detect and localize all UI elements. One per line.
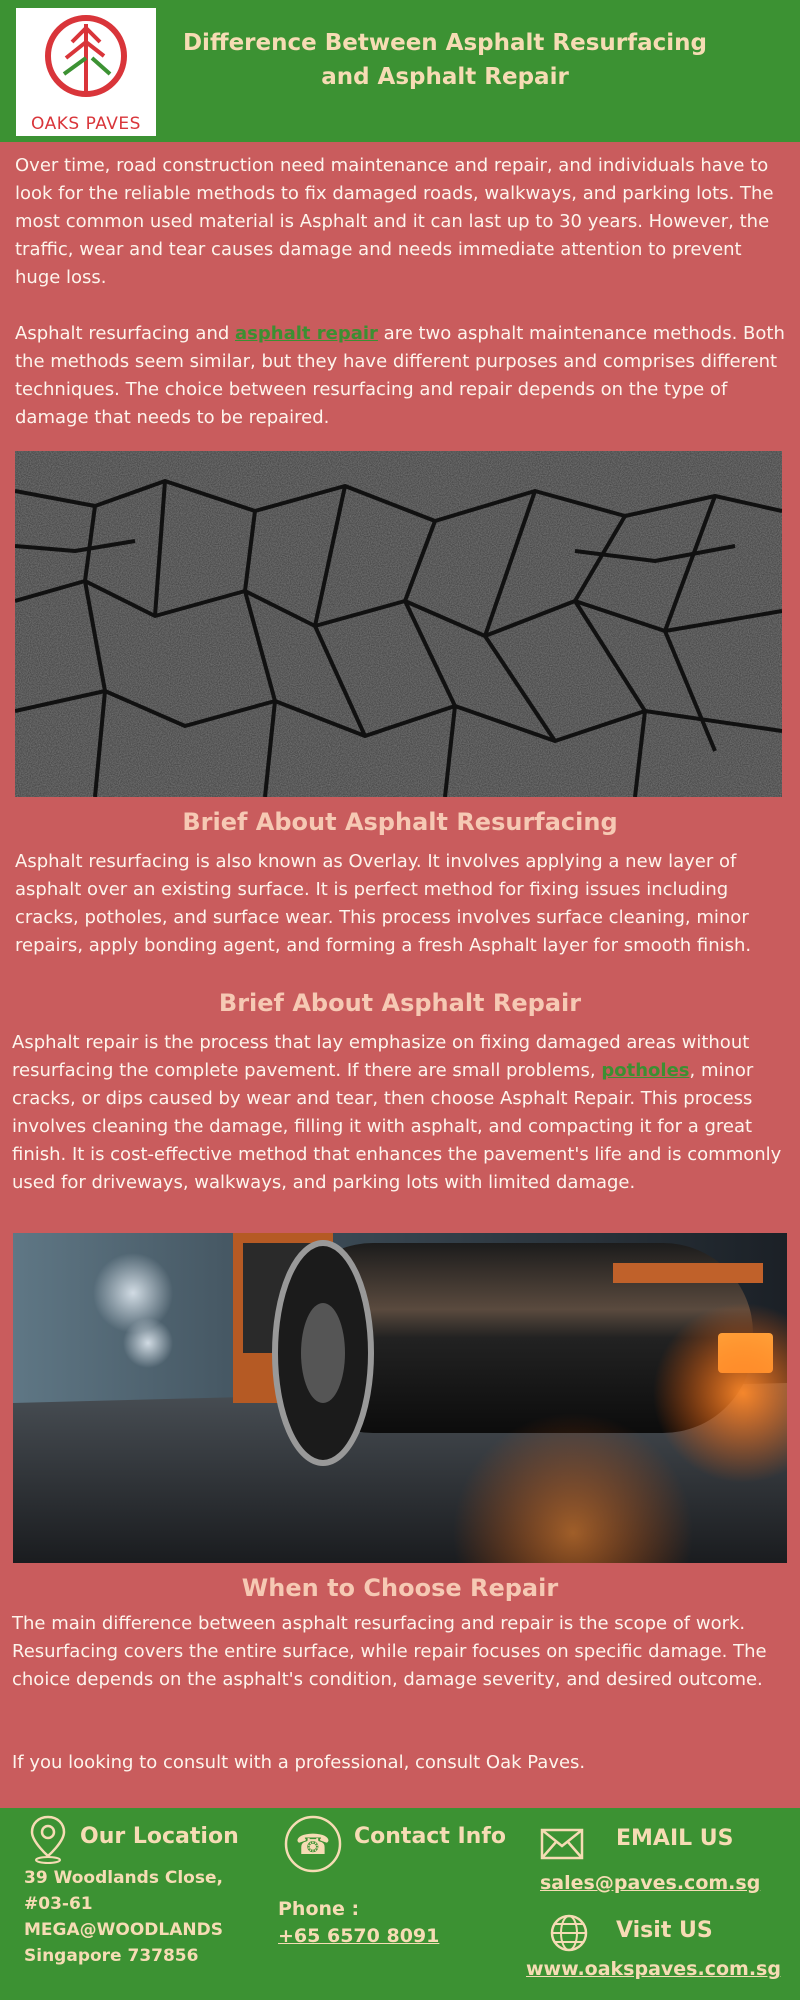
repair-text-end: , minor cracks, or dips caused by wear and tear, then choose Asphalt Repair. This process involves cleaning the damage, filling it with asphalt, and compacting it for a great finish. It is cost-effective method that enhances the pavement's life and is commonly used for driveways, walkways, and parking lots with limited damage. (12, 1060, 782, 1193)
logo (16, 8, 156, 136)
intro-paragraph-2 (15, 320, 785, 432)
page-header (0, 0, 800, 142)
repair-text-start: Asphalt repair is the process that lay emphasize on fixing damaged areas without resurfacing the complete pavement. If there are small problems, (12, 1032, 750, 1081)
resurfacing-paragraph: Asphalt resurfacing is also known as Overlay. It involves applying a new layer of asphalt over an existing surface. It is perfect method for fixing issues including cracks, potholes, and surface wear. This process involves surface cleaning, minor repairs, apply bonding agent, and forming a fresh Asphalt layer for smooth finish. (15, 851, 752, 956)
oak-tree-logo-icon (42, 12, 130, 100)
address-line: #03-61 (24, 1894, 93, 1914)
email-icon (540, 1828, 584, 1860)
logo-text: OAKS PAVES (31, 114, 141, 134)
phone-icon (283, 1814, 343, 1874)
potholes-link[interactable]: potholes (601, 1060, 690, 1081)
email-title: EMAIL US (616, 1826, 734, 1851)
address-line: MEGA@WOODLANDS (24, 1920, 223, 1940)
address-line: 39 Woodlands Close, (24, 1868, 223, 1888)
when-to-choose-heading: When to Choose Repair (241, 1574, 559, 1602)
cracked-asphalt-image (15, 451, 782, 797)
globe-icon (548, 1912, 590, 1954)
road-roller-image (13, 1233, 787, 1563)
email-link[interactable]: sales@paves.com.sg (540, 1872, 761, 1894)
visit-title: Visit US (616, 1918, 713, 1943)
phone-link[interactable]: +65 6570 8091 (278, 1925, 440, 1947)
contact-title: Contact Info (354, 1824, 507, 1849)
intro-paragraph-1: Over time, road construction need maintenance and repair, and individuals have to look for the reliable methods to fix damaged roads, walkways, and parking lots. The most common used material is Asphalt and it can last up to 30 years. However, the traffic, wear and tear causes damage and needs immediate attention to prevent huge loss. (15, 155, 774, 288)
intro-text-start: Asphalt resurfacing and (15, 323, 236, 344)
repair-heading: Brief About Asphalt Repair (218, 989, 582, 1017)
location-title: Our Location (80, 1824, 239, 1849)
consult-paragraph: If you looking to consult with a professional, consult Oak Paves. (12, 1752, 586, 1773)
page-title: Difference Between Asphalt Resurfacing and Asphalt Repair (182, 30, 708, 90)
website-link[interactable]: www.oakspaves.com.sg (526, 1958, 781, 1980)
repair-paragraph (12, 1029, 787, 1197)
address-line: Singapore 737856 (24, 1946, 199, 1966)
phone-label: Phone : (278, 1898, 360, 1920)
resurfacing-heading: Brief About Asphalt Resurfacing (182, 808, 618, 836)
location-pin-icon (28, 1814, 68, 1864)
svg-text:☎: ☎ (295, 1828, 331, 1861)
footer (0, 1808, 800, 2000)
intro-text-end: are two asphalt maintenance methods. Both the methods seem similar, but they have different purposes and comprises different techniques. The choice between resurfacing and repair depends on the type of damage that needs to be repaired. (15, 323, 785, 428)
address (24, 1865, 244, 1969)
asphalt-repair-link[interactable]: asphalt repair (235, 323, 378, 344)
when-paragraph: The main difference between asphalt resurfacing and repair is the scope of work. Resurfacing covers the entire surface, while repair focuses on specific damage. The choice depends on the asphalt's condition, damage severity, and desired outcome. (12, 1613, 767, 1690)
